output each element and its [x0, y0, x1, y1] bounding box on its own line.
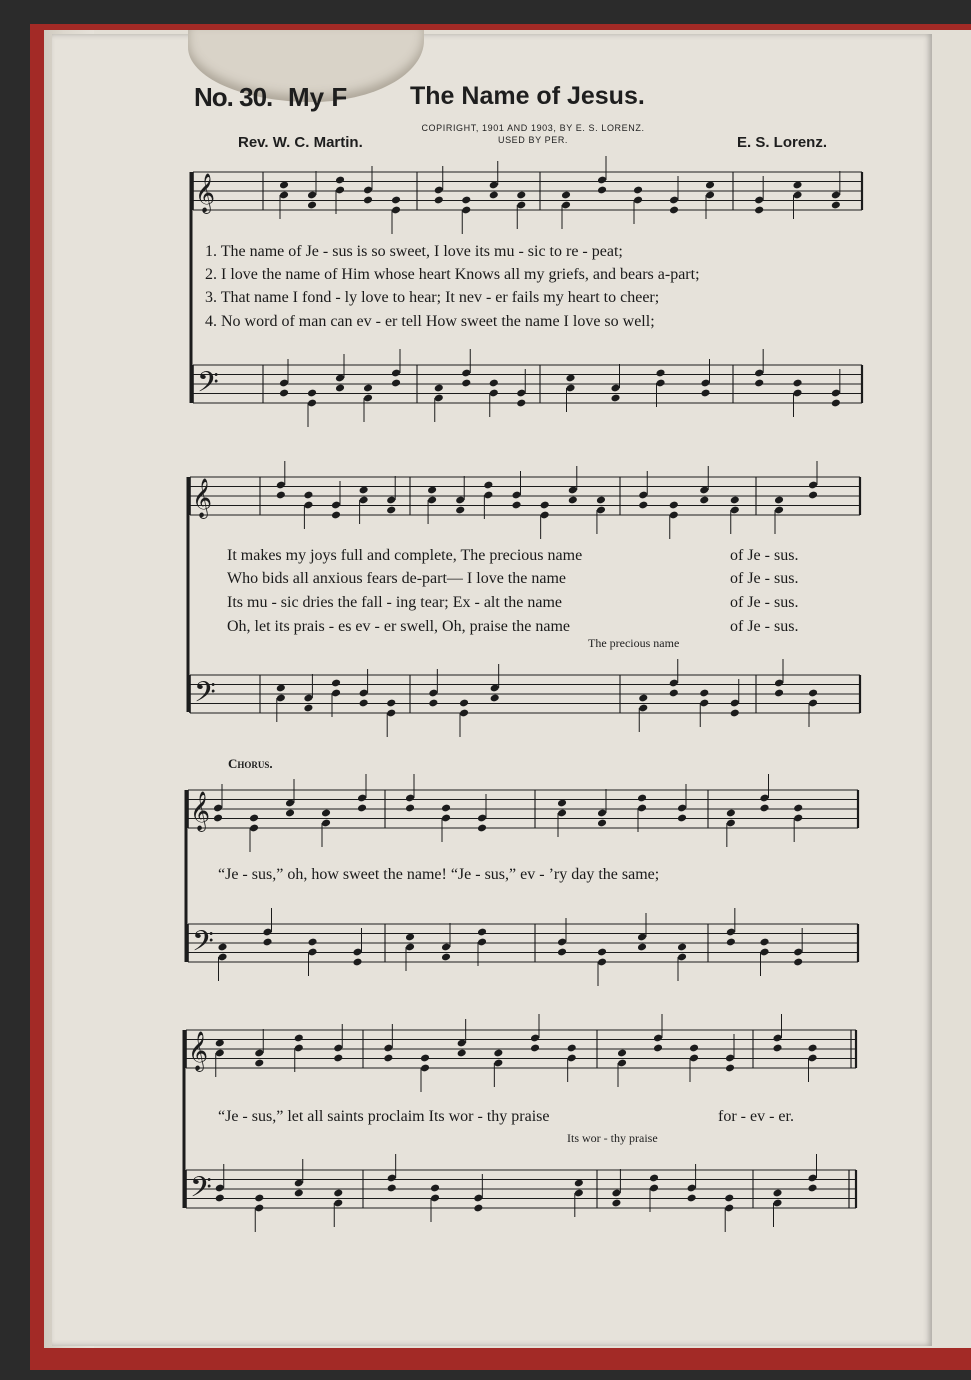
system-3-treble-notehead	[249, 814, 259, 823]
system-4-treble-notehead	[457, 1049, 467, 1058]
system-4-treble-notehead	[617, 1049, 627, 1058]
title-fragment: My F	[288, 82, 348, 112]
system-2-bass-notehead	[303, 704, 313, 713]
system-1-treble-notehead	[669, 206, 679, 215]
system-1-bass-notehead	[335, 384, 345, 393]
system-3-bass-notehead	[557, 948, 567, 957]
system-1-bass-notehead	[391, 379, 401, 388]
system-2-treble-notehead	[774, 496, 784, 505]
system-2-bass-notehead	[730, 709, 740, 718]
system-3-treble-notehead	[285, 809, 295, 818]
system-4-bass-notehead	[611, 1199, 621, 1208]
system-2-bass-notehead	[428, 699, 438, 708]
chorus-line-1: “Je - sus,” oh, how sweet the name! “Je - sus,” ev - ’ry day the same;	[218, 866, 660, 883]
system-2-treble-notehead	[483, 481, 493, 490]
system-2-treble-notehead	[386, 506, 396, 515]
cue-worthy-praise: Its wor - thy praise	[567, 1131, 658, 1145]
system-3-bass-notehead	[441, 953, 451, 962]
cue-precious-name: The precious name	[588, 636, 680, 650]
system-1-treble-notehead	[391, 196, 401, 205]
system-3-bass-notehead	[726, 938, 736, 947]
system-1-bass-notehead	[363, 384, 373, 393]
system-3-treble-notehead	[405, 804, 415, 813]
chorus-line-2-end: for - ev - er.	[718, 1108, 794, 1125]
bass-clef-icon: 𝄢	[190, 1171, 212, 1211]
system-2-bass-notehead	[669, 689, 679, 698]
system-1-treble-notehead	[754, 206, 764, 215]
system-3-treble-notehead	[357, 804, 367, 813]
system-2-bass-notehead	[359, 699, 369, 708]
system-2-bass-notehead	[459, 699, 469, 708]
refrain-line-1: It makes my joys full and complete, The precious name	[227, 547, 583, 564]
refrain-ending-4: of Je - sus.	[730, 618, 799, 635]
system-3-bass-notehead	[217, 943, 227, 952]
bass-clef-icon: 𝄢	[192, 925, 214, 965]
system-1-treble-notehead	[363, 196, 373, 205]
system-3-treble-notehead	[637, 794, 647, 803]
system-3-bass-notehead	[352, 958, 362, 967]
system-4-bass-notehead	[649, 1174, 659, 1183]
system-3-treble-notehead	[793, 804, 803, 813]
system-2-bass-notehead	[808, 689, 818, 698]
system-3-treble-notehead	[677, 814, 687, 823]
system-4-treble-notehead	[567, 1044, 577, 1053]
system-4-bass-notehead	[687, 1194, 697, 1203]
system-2-bass-notehead	[638, 694, 648, 703]
system-2-treble-notehead	[730, 496, 740, 505]
system-2-treble-notehead	[568, 496, 578, 505]
system-4-bass-notehead	[254, 1194, 264, 1203]
system-4-treble-notehead	[254, 1059, 264, 1068]
verse-3: 3. That name I fond - ly love to hear; It nev - er fails my heart to cheer;	[205, 289, 660, 306]
treble-clef-icon: 𝄞	[190, 791, 211, 831]
system-2-treble-notehead	[303, 491, 313, 500]
system-2-treble-notehead	[540, 501, 550, 510]
system-1-treble-notehead	[434, 196, 444, 205]
system-1-bass-notehead	[700, 389, 710, 398]
verse-1: 1. The name of Je - sus is so sweet, I love its mu - sic to re - peat;	[205, 243, 623, 260]
system-2-bass-notehead	[699, 689, 709, 698]
system-2-bass-notehead	[331, 679, 341, 688]
system-3-bass-notehead	[793, 958, 803, 967]
system-3-treble-notehead	[726, 809, 736, 818]
system-4-treble-notehead	[689, 1044, 699, 1053]
system-3-treble-notehead	[597, 819, 607, 828]
chorus-line-2: “Je - sus,” let all saints proclaim Its wor - thy praise	[218, 1108, 550, 1125]
copyright-line-2: USED BY PER.	[497, 135, 569, 145]
system-3-treble-notehead	[477, 824, 487, 833]
system-2-treble-notehead	[276, 491, 286, 500]
system-1-bass-notehead	[516, 399, 526, 408]
system-3-bass-notehead	[262, 938, 272, 947]
refrain-line-4: Oh, let its prais - es ev - er swell, Oh, praise the name	[227, 618, 571, 635]
verse-2: 2. I love the name of Him whose heart Knows all my griefs, and bears a-part;	[205, 266, 700, 283]
system-4-treble-notehead	[493, 1049, 503, 1058]
treble-clef-icon: 𝄞	[195, 173, 216, 213]
hymn-number: No. 30.	[194, 82, 273, 112]
hymn-title: The Name of Jesus.	[410, 82, 645, 110]
system-2-treble-notehead	[455, 506, 465, 515]
system-2-treble-notehead	[699, 496, 709, 505]
system-3-bass-notehead	[677, 943, 687, 952]
system-2-bass-notehead	[490, 694, 500, 703]
system-2-treble-notehead	[669, 501, 679, 510]
system-1-treble-notehead	[597, 186, 607, 195]
system-4-treble-notehead	[294, 1034, 304, 1043]
copyright-line-1: COPIRIGHT, 1901 AND 1903, BY E. S. LORENZ.	[421, 123, 645, 133]
system-1-treble-notehead	[516, 191, 526, 200]
treble-clef-icon: 𝄞	[188, 1031, 209, 1071]
system-4-bass-notehead	[215, 1194, 225, 1203]
system-1-treble-notehead	[633, 186, 643, 195]
system-1-treble-notehead	[489, 191, 499, 200]
refrain-ending-3: of Je - sus.	[730, 594, 799, 611]
system-2-treble-notehead	[638, 501, 648, 510]
system-3-bass-notehead	[477, 928, 487, 937]
system-3-bass-notehead	[597, 948, 607, 957]
verse-4: 4. No word of man can ev - er tell How sweet the name I love so well;	[205, 313, 655, 330]
system-1-treble-notehead	[335, 176, 345, 185]
system-4-treble-notehead	[530, 1044, 540, 1053]
system-4-treble-notehead	[333, 1054, 343, 1063]
chorus-label: Chorus.	[228, 756, 273, 771]
system-2-bass-notehead	[386, 699, 396, 708]
system-3-treble-notehead	[321, 809, 331, 818]
system-2-bass-notehead	[774, 689, 784, 698]
system-1-bass-notehead	[831, 399, 841, 408]
system-4-bass-notehead	[724, 1194, 734, 1203]
composer: E. S. Lorenz.	[737, 134, 828, 151]
system-4-treble-notehead	[383, 1054, 393, 1063]
system-1-bass-notehead	[307, 389, 317, 398]
system-4-bass-notehead	[387, 1184, 397, 1193]
system-1-bass-notehead	[461, 379, 471, 388]
system-1-treble-notehead	[307, 201, 317, 210]
system-3-bass-notehead	[759, 938, 769, 947]
system-3-treble-notehead	[213, 814, 223, 823]
system-1-bass-notehead	[792, 379, 802, 388]
system-3-treble-notehead	[759, 804, 769, 813]
system-4-treble-notehead	[420, 1054, 430, 1063]
system-4-bass-notehead	[333, 1189, 343, 1198]
system-4-treble-notehead	[725, 1064, 735, 1073]
system-1-treble-notehead	[831, 201, 841, 210]
refrain-ending-2: of Je - sus.	[730, 570, 799, 587]
system-4-treble-notehead	[807, 1044, 817, 1053]
system-4-treble-notehead	[772, 1044, 782, 1053]
system-2-treble-notehead	[808, 491, 818, 500]
system-3-bass-notehead	[307, 938, 317, 947]
refrain-line-2: Who bids all anxious fears de-part— I love the name	[227, 570, 566, 587]
system-4-bass-notehead	[807, 1184, 817, 1193]
system-4-bass-notehead	[430, 1184, 440, 1193]
refrain-line-3: Its mu - sic dries the fall - ing tear; Ex - alt the name	[227, 594, 562, 611]
author: Rev. W. C. Martin.	[238, 134, 363, 151]
system-2-treble-notehead	[511, 501, 521, 510]
system-1-treble-notehead	[561, 191, 571, 200]
system-1-treble-notehead	[461, 196, 471, 205]
system-1-bass-notehead	[610, 394, 620, 403]
system-1-bass-notehead	[655, 369, 665, 378]
treble-clef-icon: 𝄞	[192, 478, 213, 518]
system-3-bass-notehead	[637, 943, 647, 952]
system-4-bass-notehead	[473, 1204, 483, 1213]
system-3-treble-notehead	[441, 804, 451, 813]
bass-clef-icon: 𝄢	[197, 366, 219, 406]
refrain-ending-1: of Je - sus.	[730, 547, 799, 564]
system-2-treble-notehead	[596, 496, 606, 505]
system-1-bass-notehead	[434, 384, 444, 393]
bass-clef-icon: 𝄢	[194, 676, 216, 716]
system-1-bass-notehead	[279, 389, 289, 398]
system-4-bass-notehead	[772, 1189, 782, 1198]
system-1-bass-notehead	[754, 379, 764, 388]
system-2-treble-notehead	[331, 511, 341, 520]
system-4-bass-notehead	[294, 1189, 304, 1198]
system-4-treble-notehead	[653, 1044, 663, 1053]
system-1-bass-notehead	[489, 379, 499, 388]
